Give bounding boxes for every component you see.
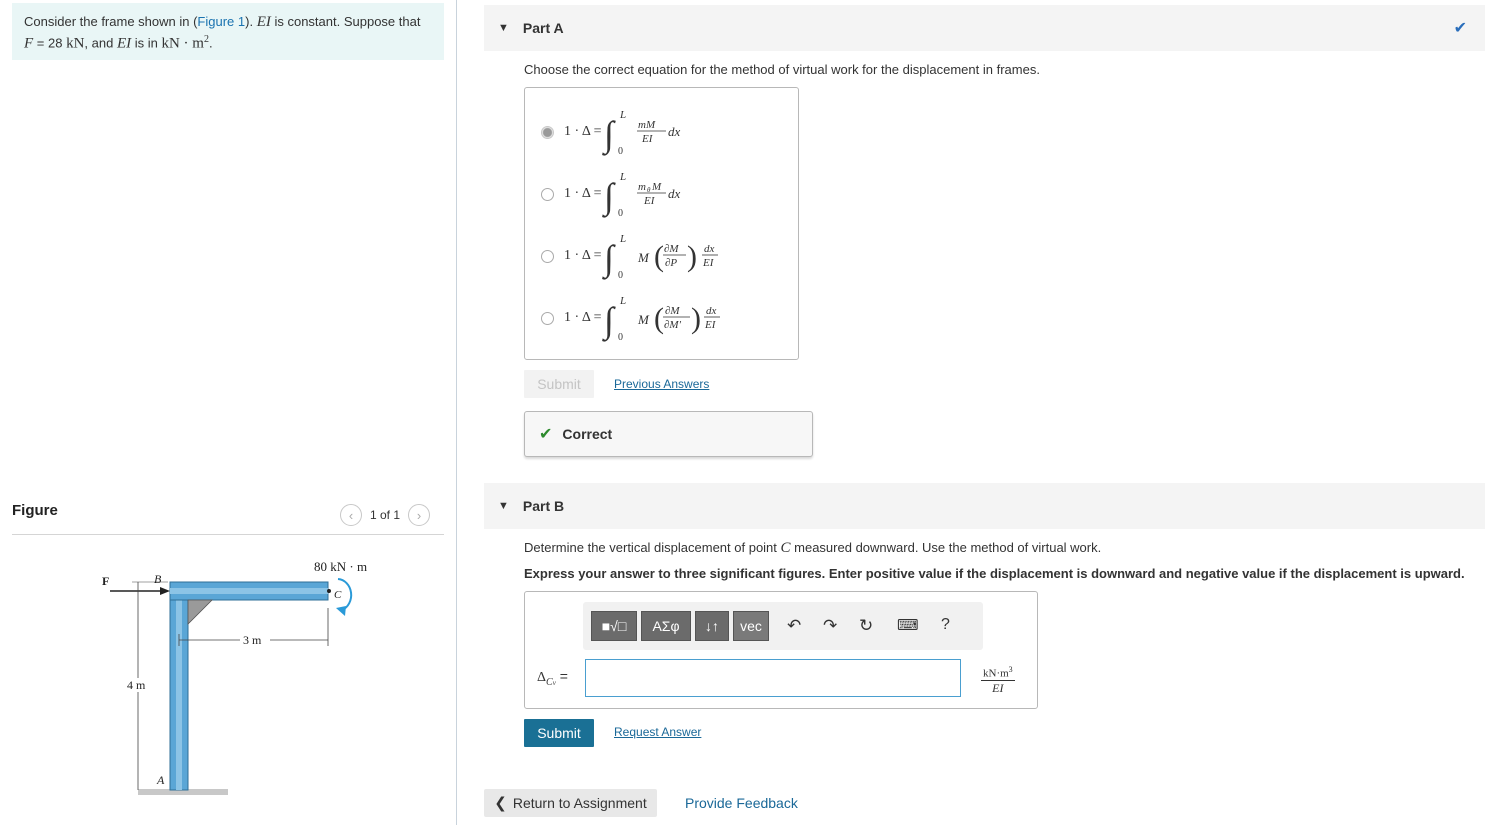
equation-lhs: 1 · Δ = — [564, 310, 602, 325]
request-answer-link[interactable]: Request Answer — [614, 725, 702, 739]
math-toolbar — [583, 602, 983, 650]
equation-integral — [602, 108, 722, 156]
intro-text: is in — [131, 35, 162, 51]
part-a-header[interactable] — [484, 5, 1485, 51]
left-panel — [0, 0, 457, 825]
ei-unit-exponent: 2 — [203, 34, 209, 45]
part-b-question — [524, 540, 1101, 557]
divider — [12, 534, 444, 535]
provide-feedback-link[interactable]: Provide Feedback — [685, 795, 798, 811]
svg-text:∂M′: ∂M′ — [663, 319, 681, 331]
equation-integral — [602, 294, 742, 342]
equation-integral — [602, 170, 722, 218]
equation-lhs: 1 · Δ = — [564, 248, 602, 263]
intro-text: ). — [245, 14, 257, 29]
svg-text:M: M — [651, 181, 661, 193]
part-a-question: Choose the correct equation for the method of virtual work for the displacement in frames. — [524, 62, 1040, 77]
templates-icon: ■√□ — [601, 618, 627, 634]
svg-text:∂P: ∂P — [664, 257, 677, 269]
label-height: 4 m — [127, 678, 146, 692]
figure-link[interactable]: Figure 1 — [197, 14, 246, 29]
next-figure-button[interactable] — [408, 504, 430, 526]
units-denominator: EI — [992, 680, 1004, 695]
svg-text:∫: ∫ — [603, 176, 614, 216]
svg-text:dx: dx — [705, 305, 716, 317]
svg-text:(: ( — [653, 302, 664, 335]
svg-text:∂M: ∂M — [663, 243, 679, 255]
svg-text:∂M: ∂M — [664, 305, 680, 317]
svg-text:m: m — [637, 181, 646, 193]
force-arrow — [160, 587, 170, 595]
reset-icon[interactable]: ↻ — [859, 616, 874, 635]
gusset-plate — [188, 600, 212, 624]
part-a-title: Part A — [522, 20, 564, 36]
choice-3[interactable] — [541, 232, 742, 280]
svg-text:L: L — [619, 295, 626, 307]
svg-text:0: 0 — [617, 270, 623, 280]
equation-lhs: 1 · Δ = — [564, 186, 602, 201]
units-exponent: 3 — [1008, 665, 1013, 674]
svg-text:(: ( — [653, 240, 664, 273]
svg-text:0: 0 — [617, 332, 623, 342]
question-text: measured downward. Use the method of virtual work. — [790, 540, 1102, 555]
radio-selected[interactable] — [541, 126, 554, 139]
answer-subsubscript: v — [552, 678, 556, 687]
label-a: A — [157, 773, 165, 787]
result-label: Correct — [562, 426, 613, 442]
svg-text:L: L — [619, 233, 626, 245]
label-c: C — [334, 589, 342, 601]
svg-text:dx: dx — [667, 124, 680, 139]
sort-arrows-icon: ↓↑ — [705, 618, 719, 634]
keyboard-icon[interactable]: ⌨ — [897, 617, 919, 634]
svg-text:): ) — [690, 302, 701, 335]
frame-figure — [90, 552, 390, 802]
figure-page-count: 1 of 1 — [370, 508, 401, 522]
choice-4[interactable] — [541, 294, 742, 342]
svg-text:L: L — [619, 171, 626, 183]
svg-text:θ: θ — [646, 186, 650, 194]
answer-area — [524, 591, 1038, 709]
svg-text:M: M — [637, 312, 649, 327]
choice-list — [524, 87, 799, 360]
equation-integral — [602, 232, 742, 280]
redo-icon[interactable]: ↷ — [823, 616, 838, 635]
question-text: Determine the vertical displacement of point — [524, 540, 781, 555]
svg-text:mM: mM — [637, 119, 655, 131]
label-b: B — [154, 572, 162, 586]
return-to-assignment-button[interactable] — [484, 789, 657, 817]
svg-text:0: 0 — [617, 208, 623, 218]
radio-unselected[interactable] — [541, 188, 554, 201]
equation-lhs: 1 · Δ = — [564, 124, 602, 139]
prev-figure-button[interactable] — [340, 504, 362, 526]
part-a-submit-button[interactable]: Submit — [524, 370, 594, 398]
radio-unselected[interactable] — [541, 312, 554, 325]
previous-answers-link[interactable]: Previous Answers — [614, 377, 710, 391]
units-numerator: kN·m — [983, 667, 1009, 680]
svg-text:EI: EI — [643, 195, 654, 207]
ei-unit: kN · m — [161, 35, 204, 52]
svg-text:dx: dx — [703, 243, 714, 255]
intro-text: Consider the frame shown in ( — [24, 14, 198, 29]
help-icon[interactable]: ? — [941, 616, 950, 633]
f-symbol: F — [24, 35, 34, 52]
checkmark-icon: ✔ — [1453, 20, 1467, 37]
label-moment: 80 kN · m — [314, 559, 368, 574]
svg-text:EI: EI — [641, 133, 652, 145]
point-c-symbol: C — [780, 540, 791, 556]
return-label: Return to Assignment — [512, 795, 647, 811]
chevron-left-icon: ❮ — [494, 795, 507, 812]
f-value: = 28 — [33, 35, 67, 51]
intro-text: is constant. Suppose that — [270, 14, 421, 29]
svg-text:): ) — [686, 240, 697, 273]
svg-text:EI: EI — [704, 319, 715, 331]
collapse-triangle-icon: ▼ — [498, 22, 509, 34]
ei-symbol: EI — [116, 35, 132, 52]
figure-title: Figure — [12, 502, 58, 519]
svg-text:0: 0 — [617, 146, 623, 156]
svg-text:M: M — [637, 250, 649, 265]
chevron-left-icon: ‹ — [348, 507, 354, 523]
result-correct-box — [524, 411, 813, 457]
arrows-button[interactable] — [695, 611, 729, 641]
joint-c — [327, 589, 331, 593]
f-unit: kN — [66, 35, 85, 52]
choice-2[interactable] — [541, 170, 722, 218]
figure-pager — [340, 504, 430, 526]
delta-symbol: Δ — [537, 670, 547, 685]
templates-button[interactable] — [591, 611, 637, 641]
svg-text:dx: dx — [667, 186, 680, 201]
label-span: 3 m — [243, 633, 262, 647]
answer-label — [537, 668, 568, 688]
greek-button[interactable]: ΑΣφ — [641, 611, 691, 641]
part-b-header[interactable] — [484, 483, 1485, 529]
svg-text:∫: ∫ — [603, 300, 614, 340]
part-b-title: Part B — [522, 498, 565, 514]
svg-text:∫: ∫ — [603, 114, 614, 154]
ei-symbol: EI — [256, 14, 271, 30]
svg-text:∫: ∫ — [603, 238, 614, 278]
answer-input[interactable] — [585, 659, 961, 697]
part-b-submit-button[interactable]: Submit — [524, 719, 594, 747]
intro-text: , and — [84, 35, 117, 51]
part-b-instruction: Express your answer to three significant figures. Enter positive value if the displacement is downward and negative value if the displacement is upward. — [524, 566, 1465, 581]
collapse-triangle-icon: ▼ — [498, 500, 509, 512]
undo-icon[interactable]: ↶ — [787, 616, 802, 635]
checkmark-icon: ✔ — [539, 426, 553, 443]
svg-text:EI: EI — [702, 257, 713, 269]
chevron-right-icon: › — [416, 507, 422, 523]
answer-units — [981, 665, 1015, 696]
equals-sign: = — [559, 668, 568, 684]
intro-text: . — [208, 35, 213, 51]
choice-1[interactable] — [541, 108, 722, 156]
problem-intro — [12, 3, 444, 60]
vec-button[interactable]: vec — [733, 611, 769, 641]
answer-subscript: C — [546, 676, 553, 688]
label-f: F — [102, 574, 110, 588]
svg-text:L: L — [619, 109, 626, 121]
radio-unselected[interactable] — [541, 250, 554, 263]
